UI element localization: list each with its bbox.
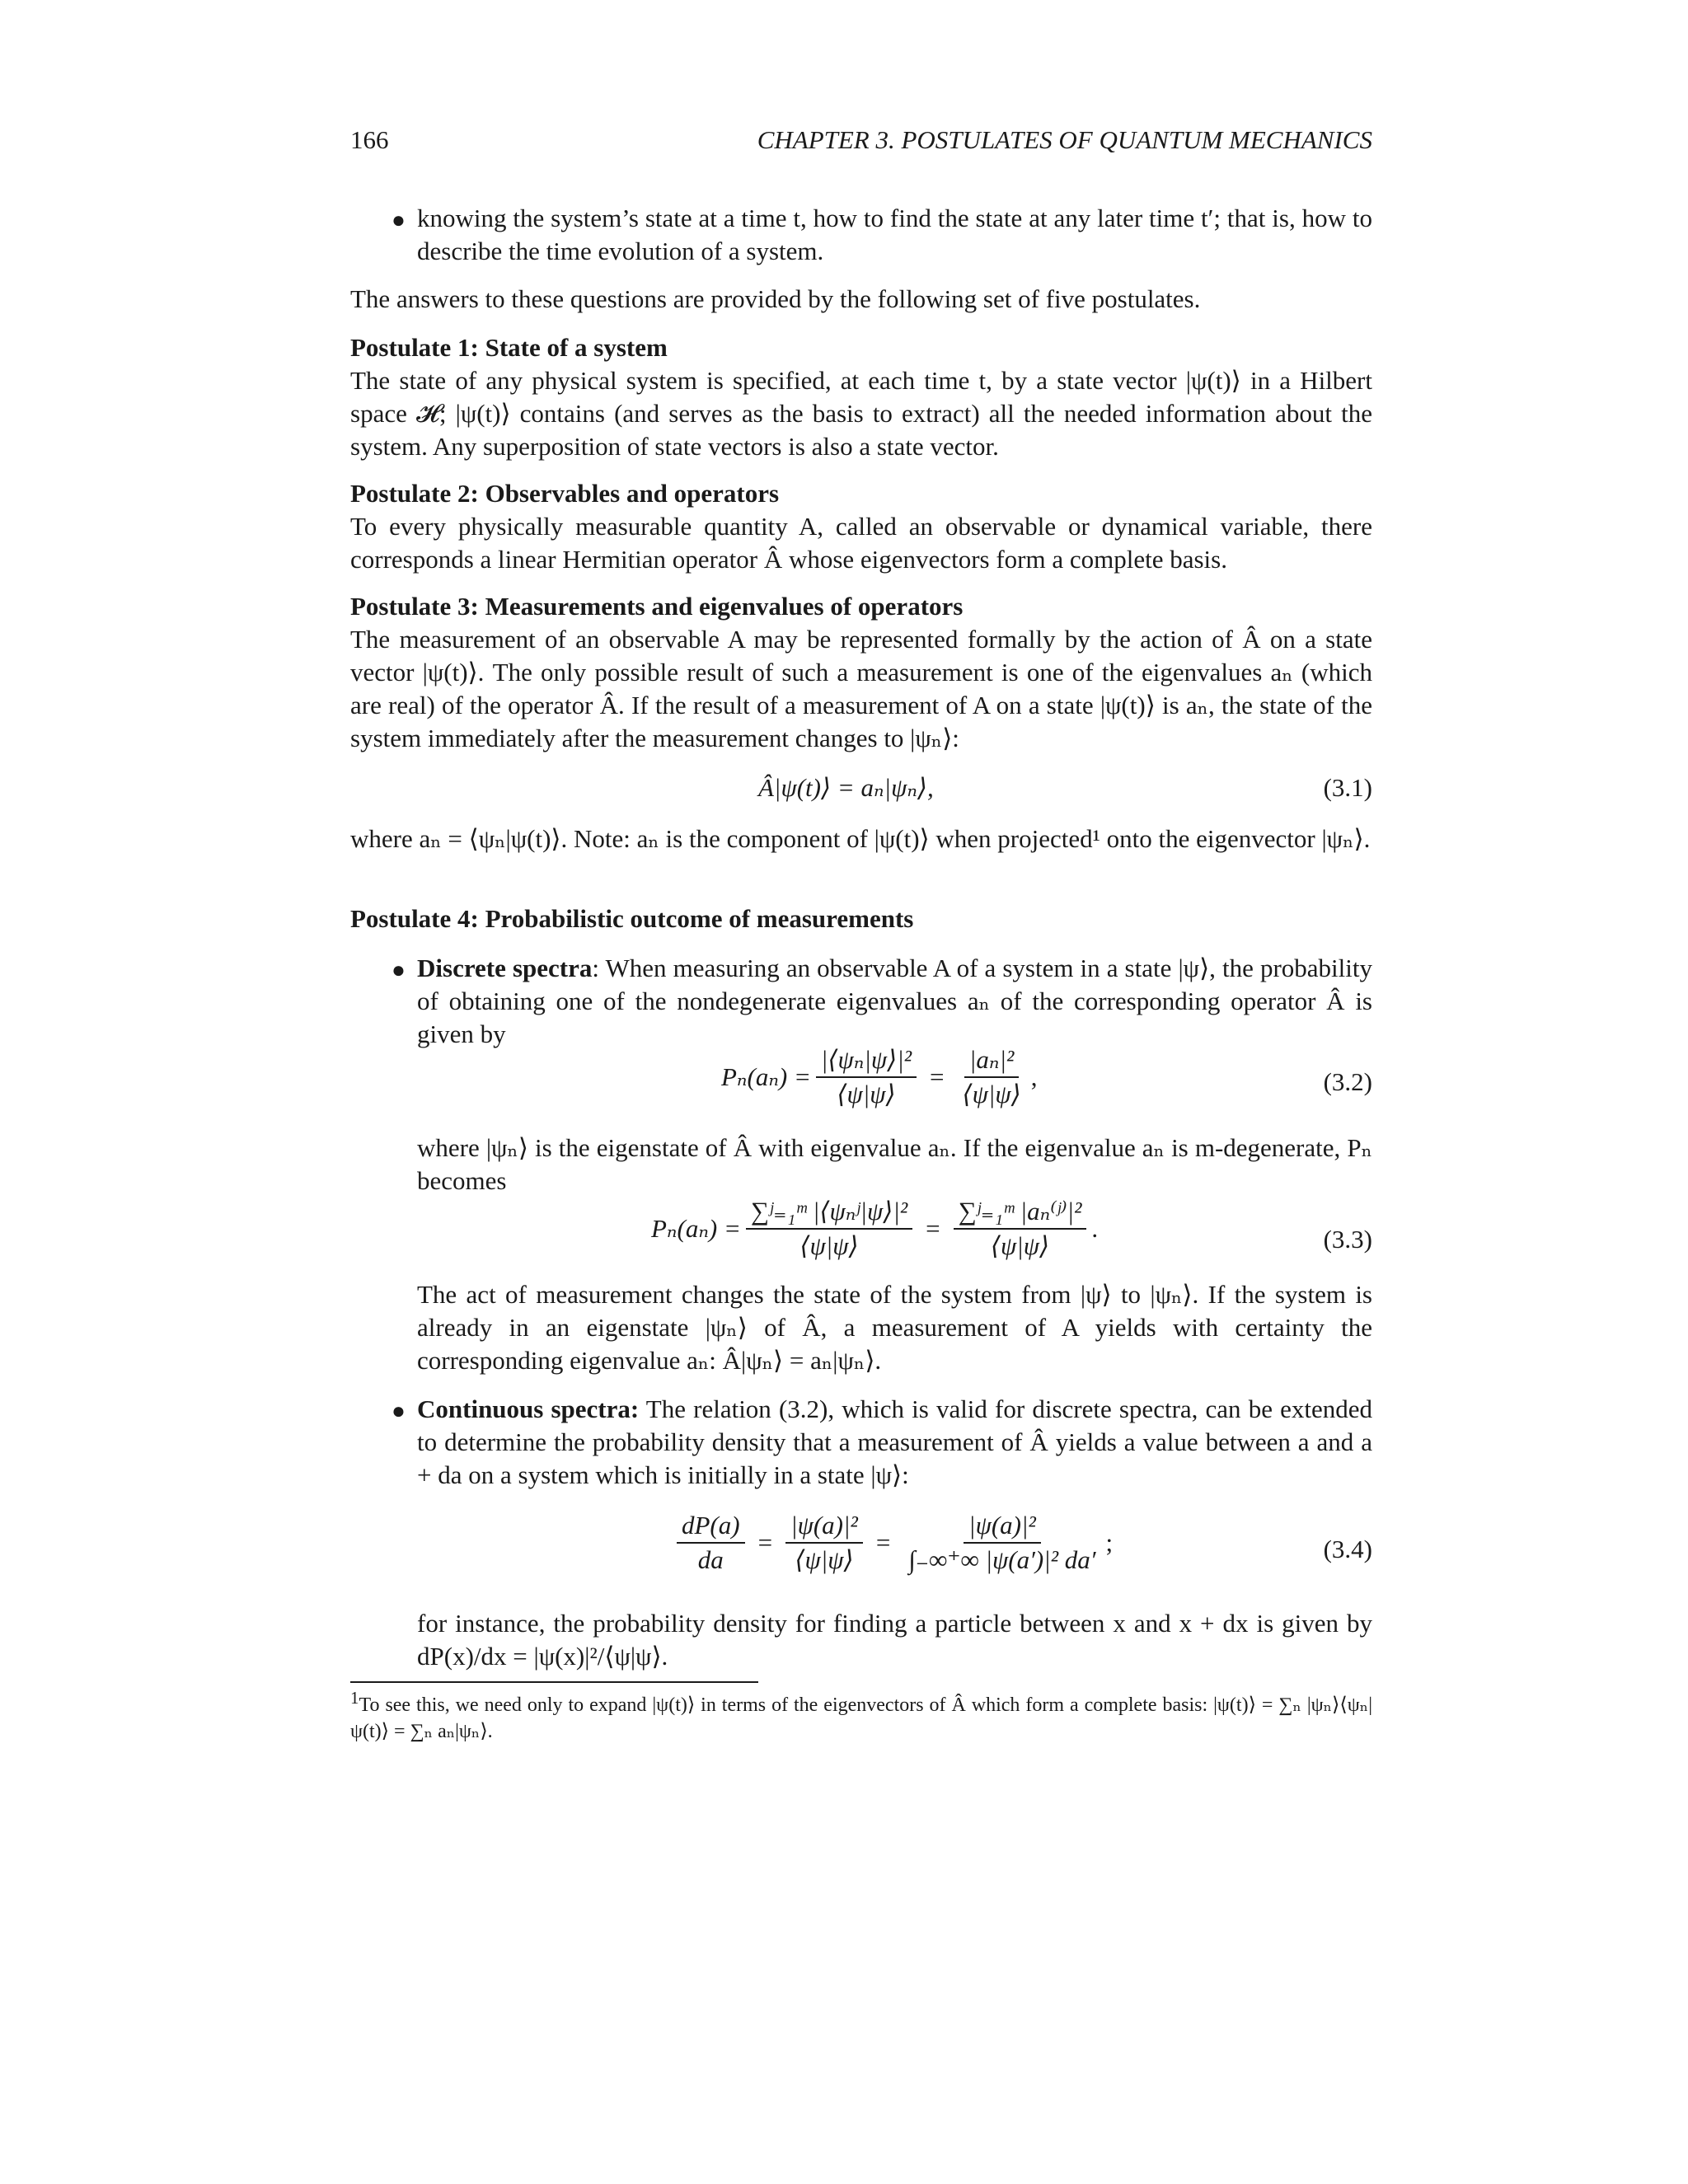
postulate-1-body: The state of any physical system is specified, at each time t, by a state vector |ψ(t)⟩ in a Hilbert space 𝓗; |ψ(t)⟩ contains (and serves as the basis to extract) all the needed information about the system. Any superposition of state vectors is also a state vector. [350,366,1372,461]
equation-3-3-denominator-2: ⟨ψ|ψ⟩ [990,1231,1050,1260]
equation-3-4-lhs-fraction [677,1511,745,1575]
footnote-mark: 1 [350,1688,359,1708]
postulate-4-title: Postulate 4: Probabilistic outcome of measurements [350,904,914,933]
equation-3-4-number: (3.4) [1323,1535,1372,1563]
postulate-1-title: Postulate 1: State of a system [350,333,668,362]
postulate-2-title: Postulate 2: Observables and operators [350,479,780,508]
equation-3-4-denominator-2: ∫₋∞⁺∞ |ψ(a′)|² da′ [908,1545,1096,1574]
footnote [350,1688,1372,1745]
equation-3-4-denominator-1: ⟨ψ|ψ⟩ [795,1545,854,1574]
equation-3-2-denominator-2: ⟨ψ|ψ⟩ [962,1080,1021,1108]
equation-3-2-numerator-1: |⟨ψₙ|ψ⟩|² [816,1045,917,1078]
equation-3-4 [672,1511,1113,1575]
measurement-paragraph: The act of measurement changes the state of the system from |ψ⟩ to |ψₙ⟩. If the system is already in an eigenstate |ψₙ⟩ of Â, a measurement of A yields with certainty the corresponding eigenvalue aₙ: Â|ψₙ⟩ = aₙ|ψₙ⟩. [417,1280,1372,1375]
equation-3-2-fraction-1 [816,1045,917,1109]
equation-3-2-lhs: Pₙ(aₙ) = [721,1062,811,1091]
intro-bullet: knowing the system’s state at a time t, how to find the state at any later time t′; that is, how to describe the time evolution of a system. [417,204,1372,265]
equation-3-4-lhs-denominator: da [697,1545,724,1574]
postulate-2-body: To every physically measurable quantity A, called an observable or dynamical variable, there corresponds a linear Hermitian operator Â whose eigenvectors form a complete basis. [350,512,1372,574]
equation-3-1-number: (3.1) [1323,773,1372,802]
discrete-spectra-paragraph [417,952,1372,1051]
equation-3-3-fraction-2 [954,1197,1087,1261]
equation-3-2-tail: , [1030,1062,1038,1091]
continuous-spectra-text: The relation (3.2), which is valid for discrete spectra, can be extended to determine the probability density that a measurement of Â yields a value between a and a + da on a system which is initially in a state |ψ⟩: [417,1394,1372,1489]
discrete-spectra-label: Discrete spectra [417,954,593,982]
continuous-spectra-label: Continuous spectra: [417,1394,640,1423]
bullet-icon: ● [392,958,406,983]
bullet-icon: ● [392,1399,406,1424]
equation-3-4-numerator-1: |ψ(a)|² [785,1511,863,1544]
footnote-rule [350,1681,758,1683]
equation-3-1-expression: Â|ψ(t)⟩ = aₙ|ψₙ⟩, [758,773,934,802]
postulate-3-after: where aₙ = ⟨ψₙ|ψ(t)⟩. Note: aₙ is the component of |ψ(t)⟩ when projected¹ onto the eigenvector |ψₙ⟩. [350,824,1371,853]
running-header: CHAPTER 3. POSTULATES OF QUANTUM MECHANICS [757,125,1372,154]
equation-3-3-lhs: Pₙ(aₙ) = [651,1214,741,1243]
equation-3-4-fraction-2 [903,1511,1100,1575]
intro-answers: The answers to these questions are provided by the following set of five postulates. [350,284,1201,313]
equation-3-3-numerator-1: ∑ʲ₌₁ᵐ |⟨ψₙʲ|ψ⟩|² [746,1197,912,1230]
equation-3-4-tail: ; [1105,1528,1114,1557]
postulate-3-body: The measurement of an observable A may be represented formally by the action of Â on a state vector |ψ(t)⟩. The only possible result of such a measurement is one of the eigenvalues aₙ (which are real) of the operator Â. If the result of a measurement of A on a state |ψ(t)⟩ is aₙ, the state of the system immediately after the measurement changes to |ψₙ⟩: [350,625,1372,752]
equation-3-3-number: (3.3) [1323,1225,1372,1254]
equals-sign: = [757,1528,773,1557]
equation-3-3-fraction-1 [746,1197,912,1261]
equation-3-2 [721,1045,1037,1109]
page-number: 166 [350,125,389,154]
equals-sign: = [875,1528,891,1557]
instance-paragraph: for instance, the probability density for finding a particle between x and x + dx is given by dP(x)/dx = |ψ(x)|²/⟨ψ|ψ⟩. [417,1609,1372,1671]
equation-3-2-denominator-1: ⟨ψ|ψ⟩ [837,1080,896,1108]
equation-3-3 [651,1197,1098,1261]
equals-sign: = [926,1214,940,1243]
postulate-3-title: Postulate 3: Measurements and eigenvalues of operators [350,592,964,621]
continuous-spectra-paragraph [417,1393,1372,1492]
equation-3-4-numerator-2: |ψ(a)|² [964,1511,1041,1544]
equation-3-3-tail: . [1091,1214,1099,1243]
degenerate-paragraph: where |ψₙ⟩ is the eigenstate of Â with eigenvalue aₙ. If the eigenvalue aₙ is m-degenerate, Pₙ becomes [417,1133,1372,1195]
discrete-spectra-text: : When measuring an observable A of a system in a state |ψ⟩, the probability of obtaining one of the nondegenerate eigenvalues aₙ of the corresponding operator Â is given by [417,954,1372,1048]
bullet-icon: ● [392,208,406,233]
equation-3-4-lhs-numerator: dP(a) [677,1511,745,1544]
equation-3-4-fraction-1 [785,1511,863,1575]
equation-3-2-number: (3.2) [1323,1067,1372,1096]
equation-3-1 [758,771,934,804]
equation-3-2-numerator-2: |aₙ|² [964,1045,1019,1078]
equation-3-2-fraction-2 [958,1045,1026,1109]
equals-sign: = [930,1062,945,1091]
footnote-text: To see this, we need only to expand |ψ(t)⟩ in terms of the eigenvectors of Â which form a complete basis: |ψ(t)⟩ = ∑ₙ |ψₙ⟩⟨ψₙ|ψ(t)⟩ = ∑ₙ aₙ|ψₙ⟩. [350,1694,1372,1742]
equation-3-3-denominator-1: ⟨ψ|ψ⟩ [799,1231,859,1260]
equation-3-3-numerator-2: ∑ʲ₌₁ᵐ |aₙ⁽ʲ⁾|² [954,1197,1087,1230]
